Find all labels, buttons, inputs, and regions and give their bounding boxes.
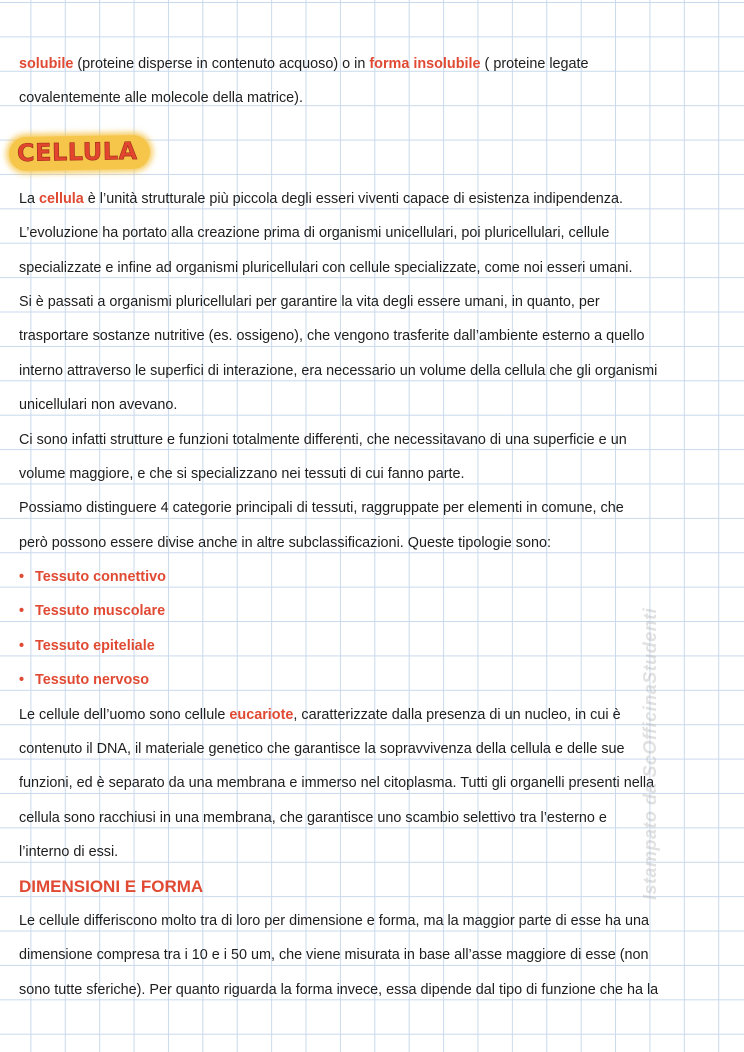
text-line — [19, 47, 725, 81]
text-span: La — [19, 190, 40, 207]
list-item — [19, 594, 725, 628]
list-item-label: Tessuto connettivo — [35, 569, 166, 586]
text-line: covalentemente alle molecole della matrice). — [19, 90, 303, 107]
text-line: Si è passati a organismi pluricellulari per garantire la vita degli essere umani, in quanto, per — [19, 293, 600, 310]
text-span: ( proteine legate — [480, 56, 589, 72]
watermark: Istampato da ScOfficinaStudenti — [640, 607, 660, 900]
text-line: volume maggiore, e che si specializzano nei tessuti di cui fanno parte. — [19, 465, 465, 482]
section-heading — [16, 132, 725, 182]
text-line — [19, 182, 725, 216]
bullet-icon: • — [19, 603, 25, 620]
list-item-label: Tessuto nervoso — [35, 672, 150, 689]
text-line: specializzate e infine ad organismi pluricellulari con cellule specializzate, come noi esseri umani. — [19, 259, 633, 276]
list-item — [19, 560, 725, 594]
list-item — [19, 663, 725, 697]
list-item-label: Tessuto epiteliale — [35, 637, 155, 654]
heading-cellula: CELLULA — [9, 135, 150, 171]
text-line: unicellulari non avevano. — [19, 397, 178, 414]
text-span: , caratterizzate dalla presenza di un nucleo, in cui è — [293, 706, 621, 723]
text-line: trasportare sostanze nutritive (es. ossigeno), che vengono trasferite dall’ambiente esterno a quello — [19, 328, 645, 345]
bullet-icon: • — [19, 672, 25, 689]
text-line: l’interno di essi. — [19, 844, 119, 861]
text-span: Le cellule dell’uomo sono cellule — [19, 706, 230, 723]
document-page — [16, 47, 725, 1007]
text-line: interno attraverso le superfici di interazione, era necessario un volume della cellula che gli organismi — [19, 362, 658, 379]
term-cellula: cellula — [39, 190, 84, 207]
text-line: Ci sono infatti strutture e funzioni totalmente differenti, che necessitavano di una superficie e un — [19, 431, 627, 448]
text-line: cellula sono racchiusi in una membrana, che garantisce uno scambio selettivo tra l’esterno e — [19, 809, 607, 826]
text-line: L’evoluzione ha portato alla creazione prima di organismi unicellulari, poi pluricellulari, cellule — [19, 225, 610, 242]
term-eucariote: eucariote — [229, 706, 294, 723]
text-line — [19, 698, 725, 732]
section-title-dimensioni: DIMENSIONI E FORMA — [19, 876, 204, 896]
bullet-icon: • — [19, 637, 25, 654]
text-span: (proteine disperse in contenuto acquoso) o in — [73, 56, 370, 72]
list-item-label: Tessuto muscolare — [35, 603, 166, 620]
text-line: contenuto il DNA, il materiale genetico che garantisce la sopravvivenza della cellula e delle sue — [19, 741, 625, 758]
list-item — [19, 629, 725, 663]
term-solubile: solubile — [19, 56, 74, 72]
text-line: però possono essere divise anche in altre subclassificazioni. Queste tipologie sono: — [19, 534, 551, 551]
text-line: sono tutte sferiche). Per quanto riguarda la forma invece, essa dipende dal tipo di funzione che ha la — [19, 981, 659, 998]
text-line: dimensione compresa tra i 10 e i 50 um, che viene misurata in base all’asse maggiore di esse (non — [19, 947, 649, 964]
bullet-icon: • — [19, 569, 25, 586]
text-line: Possiamo distinguere 4 categorie principali di tessuti, raggruppate per elementi in comune, che — [19, 500, 624, 517]
text-line: funzioni, ed è separato da una membrana e immerso nel citoplasma. Tutti gli organelli presenti nella — [19, 775, 655, 792]
term-forma-insolubile: forma insolubile — [369, 56, 481, 72]
text-span: è l’unità strutturale più piccola degli esseri viventi capace di esistenza indipendenza. — [83, 190, 623, 207]
text-line: Le cellule differiscono molto tra di loro per dimensione e forma, ma la maggior parte di esse ha una — [19, 912, 650, 929]
